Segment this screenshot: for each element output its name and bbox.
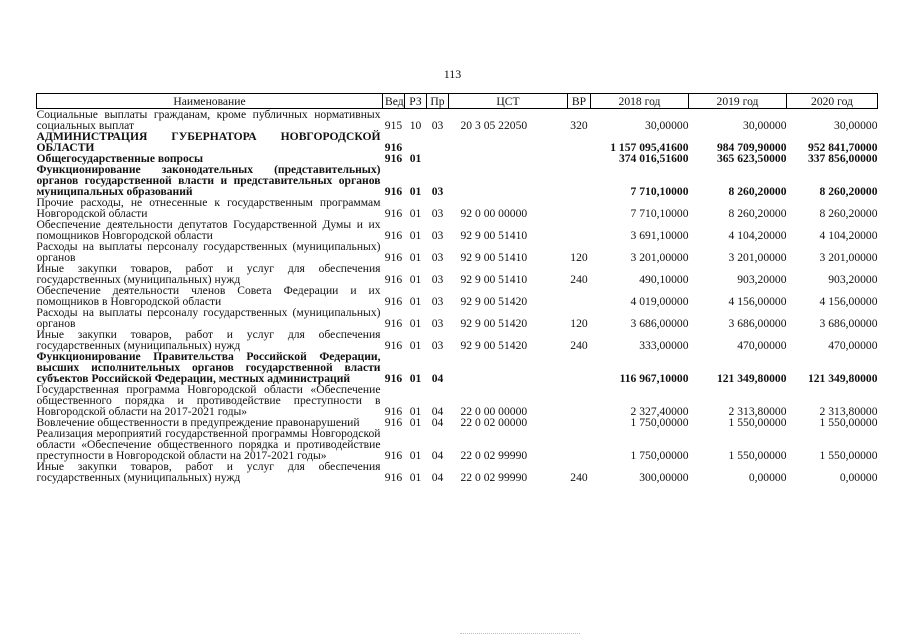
cell-ved: 916 <box>384 251 403 264</box>
cell-name: Функционирование Правительства Российской Федерации, высших исполнительных органов государственной власти субъектов Российской Федерации, местных администраций <box>36 350 381 385</box>
cell-cst <box>449 131 568 153</box>
cell-name: Обеспечение деятельности депутатов Государственной Думы и их помощников Новгородской области <box>36 218 381 242</box>
cell-rz: 01 <box>409 372 422 385</box>
cell-cst <box>449 351 568 384</box>
cell-cst: 92 0 00 00000 <box>460 207 528 220</box>
cell-pr: 03 <box>431 251 444 264</box>
cell-rz: 01 <box>409 251 422 264</box>
cell-2020: 337 856,00000 <box>807 152 878 165</box>
header-2018: 2018 год <box>591 94 689 109</box>
cell-name: Расходы на выплаты персоналу государственных (муниципальных) органов <box>36 306 381 330</box>
cell-name: Иные закупки товаров, работ и услуг для обеспечения государственных (муниципальных) нужд <box>36 460 381 484</box>
cell-vr <box>568 351 591 384</box>
cell-2020: 8 260,20000 <box>819 185 878 198</box>
cell-pr: 03 <box>431 119 444 132</box>
cell-ved: 916 <box>384 185 403 198</box>
table-row <box>37 164 878 197</box>
cell-pr: 03 <box>431 295 444 308</box>
cell-2018: 116 967,10000 <box>619 372 689 385</box>
table-row <box>37 329 878 351</box>
cell-2018: 300,00000 <box>639 471 689 484</box>
cell-pr: 04 <box>431 471 444 484</box>
table-row <box>37 428 878 461</box>
cell-vr <box>568 164 591 197</box>
cell-name: АДМИНИСТРАЦИЯ ГУБЕРНАТОРА НОВГОРОДСКОЙ ОБЛАСТИ <box>36 130 381 154</box>
cell-rz: 01 <box>409 229 422 242</box>
cell-vr: 120 <box>570 251 588 264</box>
cell-ved: 916 <box>384 295 403 308</box>
table-row <box>37 351 878 384</box>
table-row <box>37 197 878 219</box>
cell-pr: 04 <box>431 372 444 385</box>
cell-ved: 916 <box>384 372 403 385</box>
cell-vr: 240 <box>570 273 588 286</box>
cell-cst: 92 9 00 51410 <box>460 229 528 242</box>
cell-name: Государственная программа Новгородской области «Обеспечение общественного порядка и противодействие преступности в Новгородской области на 2017-2021 годы» <box>36 383 381 418</box>
budget-table <box>36 93 878 483</box>
cell-2019: 984 709,90000 <box>716 141 787 154</box>
cell-2020: 470,00000 <box>828 339 878 352</box>
cell-ved: 916 <box>384 416 403 429</box>
cell-2019: 2 313,80000 <box>728 405 787 418</box>
cell-name: Обеспечение деятельности членов Совета Федерации и их помощников в Новгородской области <box>36 284 381 308</box>
cell-cst: 92 9 00 51410 <box>460 273 528 286</box>
cell-rz: 01 <box>409 416 422 429</box>
cell-2019: 470,00000 <box>737 339 787 352</box>
cell-2019: 1 550,00000 <box>728 416 787 429</box>
cell-2020: 1 550,00000 <box>819 449 878 462</box>
cell-vr: 240 <box>570 339 588 352</box>
cell-rz: 01 <box>409 471 422 484</box>
cell-ved: 915 <box>384 119 403 132</box>
cell-name: Вовлечение общественности в предупреждение правонарушений <box>36 416 360 429</box>
cell-ved: 916 <box>384 207 403 220</box>
table-row <box>37 285 878 307</box>
cell-name: Иные закупки товаров, работ и услуг для обеспечения государственных (муниципальных) нужд <box>36 262 381 286</box>
cell-cst: 22 0 02 00000 <box>460 416 528 429</box>
cell-ved: 916 <box>384 471 403 484</box>
cell-vr <box>568 197 591 219</box>
cell-2019: 8 260,20000 <box>728 207 787 220</box>
cell-name: Функционирование законодательных (представительных) органов государственной власти и представительных органов муниципальных образований <box>36 163 381 198</box>
cell-2018: 2 327,40000 <box>630 405 689 418</box>
cell-2018: 30,00000 <box>645 119 689 132</box>
cell-2020: 1 550,00000 <box>819 416 878 429</box>
table-row <box>37 307 878 329</box>
cell-2020: 952 841,70000 <box>807 141 878 154</box>
cell-2020: 0,00000 <box>839 471 878 484</box>
cell-pr: 04 <box>431 405 444 418</box>
cell-vr: 320 <box>570 119 588 132</box>
cell-2020: 4 104,20000 <box>819 229 878 242</box>
cell-cst <box>449 164 568 197</box>
table-row <box>37 109 878 132</box>
cell-rz: 01 <box>409 295 422 308</box>
cell-2019: 365 623,50000 <box>716 152 787 165</box>
scan-artifact <box>460 633 580 637</box>
cell-2018: 7 710,10000 <box>630 185 689 198</box>
cell-vr <box>568 428 591 461</box>
cell-rz: 01 <box>409 185 422 198</box>
cell-2019: 3 201,00000 <box>728 251 787 264</box>
header-2019: 2019 год <box>689 94 787 109</box>
header-name: Наименование <box>37 94 383 109</box>
cell-2019: 3 686,00000 <box>728 317 787 330</box>
header-rz: РЗ <box>405 94 427 109</box>
table-row <box>37 384 878 417</box>
cell-2020: 3 201,00000 <box>819 251 878 264</box>
header-pr: Пр <box>427 94 449 109</box>
cell-ved: 916 <box>384 405 403 418</box>
cell-ved: 916 <box>384 317 403 330</box>
cell-pr <box>427 131 449 153</box>
cell-2019: 903,20000 <box>737 273 787 286</box>
cell-cst: 92 9 00 51420 <box>460 339 528 352</box>
page-number: 113 <box>443 67 462 81</box>
cell-pr: 04 <box>431 416 444 429</box>
table-body <box>37 109 878 484</box>
cell-cst: 20 3 05 22050 <box>460 119 528 132</box>
cell-2018: 1 750,00000 <box>630 449 689 462</box>
cell-cst <box>449 153 568 164</box>
cell-2018: 4 019,00000 <box>630 295 689 308</box>
cell-pr: 03 <box>431 273 444 286</box>
cell-2018: 7 710,10000 <box>630 207 689 220</box>
cell-vr <box>568 153 591 164</box>
cell-pr <box>427 153 449 164</box>
cell-ved: 916 <box>384 229 403 242</box>
cell-rz: 01 <box>409 339 422 352</box>
table-header-row <box>37 94 878 109</box>
header-2020: 2020 год <box>787 94 878 109</box>
cell-pr: 03 <box>431 339 444 352</box>
header-cst: ЦСТ <box>449 94 568 109</box>
cell-2019: 4 156,00000 <box>728 295 787 308</box>
cell-vr <box>568 384 591 417</box>
cell-cst: 92 9 00 51410 <box>460 251 528 264</box>
cell-2018: 1 157 095,41600 <box>610 141 689 154</box>
cell-2019: 1 550,00000 <box>728 449 787 462</box>
table-row <box>37 263 878 285</box>
cell-pr: 03 <box>431 317 444 330</box>
cell-2019: 4 104,20000 <box>728 229 787 242</box>
cell-cst: 22 0 00 00000 <box>460 405 528 418</box>
cell-rz: 01 <box>409 317 422 330</box>
cell-vr <box>568 285 591 307</box>
cell-ved: 916 <box>384 141 403 154</box>
cell-rz: 01 <box>409 207 422 220</box>
cell-2018: 3 686,00000 <box>630 317 689 330</box>
table-row <box>37 131 878 153</box>
cell-2018: 3 201,00000 <box>630 251 689 264</box>
cell-vr <box>568 219 591 241</box>
cell-name: Прочие расходы, не отнесенные к государственным программам Новгородской области <box>36 196 381 220</box>
cell-ved: 916 <box>384 273 403 286</box>
cell-vr <box>568 417 591 428</box>
cell-rz: 01 <box>409 405 422 418</box>
cell-2019: 30,00000 <box>743 119 787 132</box>
cell-cst: 22 0 02 99990 <box>460 471 528 484</box>
header-vr: ВР <box>568 94 591 109</box>
cell-cst: 92 9 00 51420 <box>460 317 528 330</box>
cell-rz: 10 <box>409 119 422 132</box>
cell-2018: 1 750,00000 <box>630 416 689 429</box>
cell-2020: 8 260,20000 <box>819 207 878 220</box>
cell-2018: 333,00000 <box>639 339 689 352</box>
cell-2020: 4 156,00000 <box>819 295 878 308</box>
cell-2020: 30,00000 <box>834 119 878 132</box>
cell-2019: 121 349,80000 <box>716 372 787 385</box>
cell-pr: 03 <box>431 207 444 220</box>
cell-pr: 03 <box>431 229 444 242</box>
cell-2019: 8 260,20000 <box>728 185 787 198</box>
cell-ved: 916 <box>384 449 403 462</box>
cell-vr: 120 <box>570 317 588 330</box>
cell-ved: 916 <box>384 152 403 165</box>
cell-2020: 2 313,80000 <box>819 405 878 418</box>
cell-2018: 374 016,51600 <box>618 152 689 165</box>
cell-name: Расходы на выплаты персоналу государственных (муниципальных) органов <box>36 240 381 264</box>
cell-name: Иные закупки товаров, работ и услуг для обеспечения государственных (муниципальных) нужд <box>36 328 381 352</box>
cell-name: Социальные выплаты гражданам, кроме публичных нормативных социальных выплат <box>36 108 381 132</box>
cell-rz: 01 <box>409 273 422 286</box>
table-row <box>37 461 878 483</box>
cell-2020: 3 686,00000 <box>819 317 878 330</box>
cell-cst: 22 0 02 99990 <box>460 449 528 462</box>
cell-pr: 04 <box>431 449 444 462</box>
cell-2018: 490,10000 <box>639 273 689 286</box>
table-row <box>37 219 878 241</box>
cell-name: Общегосударственные вопросы <box>36 152 203 165</box>
cell-2020: 903,20000 <box>828 273 878 286</box>
cell-rz: 01 <box>409 152 422 165</box>
cell-rz: 01 <box>409 449 422 462</box>
cell-2019: 0,00000 <box>748 471 787 484</box>
cell-name: Реализация мероприятий государственной программы Новгородской области «Обеспечение общественного порядка и противодействие преступности в Новгородской области на 2017-2021 годы» <box>36 427 381 462</box>
cell-ved: 916 <box>384 339 403 352</box>
cell-rz <box>405 131 427 153</box>
cell-2020: 121 349,80000 <box>807 372 878 385</box>
cell-pr: 03 <box>431 185 444 198</box>
cell-vr <box>568 131 591 153</box>
table-row <box>37 241 878 263</box>
cell-vr: 240 <box>570 471 588 484</box>
cell-cst: 92 9 00 51420 <box>460 295 528 308</box>
cell-2018: 3 691,10000 <box>630 229 689 242</box>
header-ved: Вед <box>383 94 405 109</box>
